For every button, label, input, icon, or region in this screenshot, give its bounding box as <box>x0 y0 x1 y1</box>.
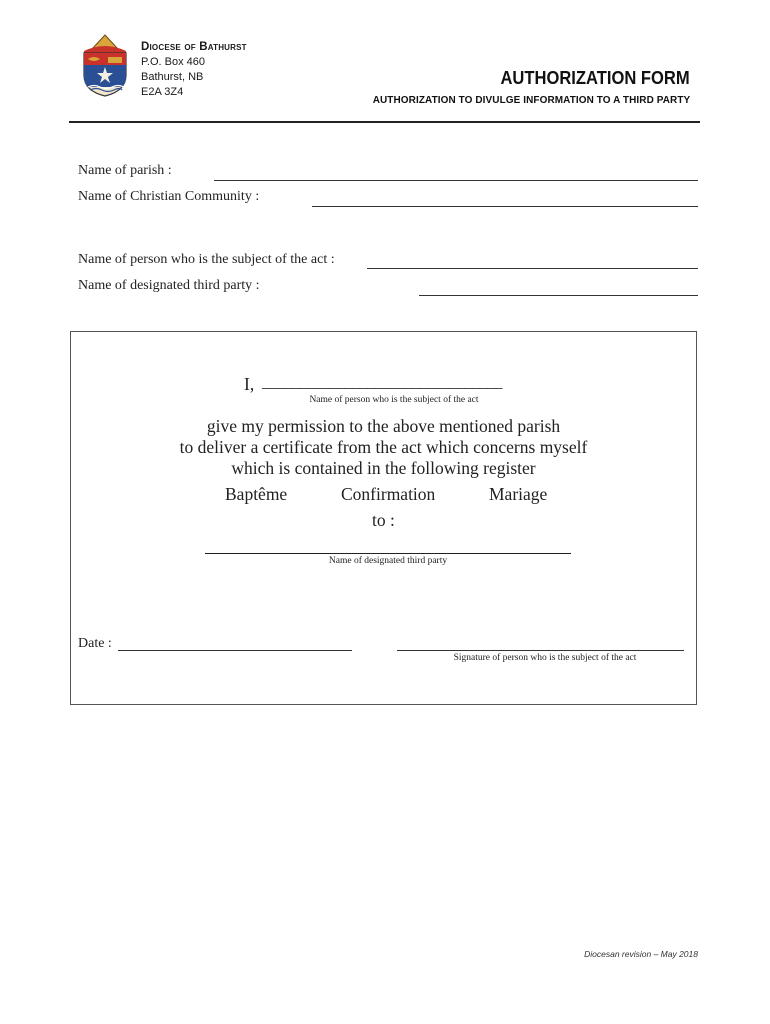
diocese-address-block <box>141 40 247 100</box>
parish-label: Name of parish : <box>78 163 172 178</box>
address-line-3: E2A 3Z4 <box>141 86 184 98</box>
subject-name-caption: Name of person who is the subject of the act <box>309 395 479 405</box>
third-party-caption: Name of designated third party <box>328 556 448 566</box>
third-party-label: Name of designated third party : <box>78 278 260 293</box>
register-option-confirmation[interactable]: Confirmation <box>341 484 436 504</box>
consent-line-2: to deliver a certificate from the act which concerns myself <box>179 437 588 457</box>
header-divider <box>69 121 700 123</box>
register-option-mariage[interactable]: Mariage <box>489 484 548 504</box>
community-label: Name of Christian Community : <box>78 189 260 204</box>
consent-line-1: give my permission to the above mentioned parish <box>206 416 561 436</box>
subject-person-label: Name of person who is the subject of the act : <box>78 252 335 267</box>
diocese-name: Diocese of Bathurst <box>141 41 247 53</box>
date-label: Date : <box>78 636 112 651</box>
revision-note: Diocesan revision – May 2018 <box>584 949 698 959</box>
address-line-2: Bathurst, NB <box>141 71 204 83</box>
consent-line-3: which is contained in the following register <box>231 458 536 478</box>
form-title: AUTHORIZATION FORM <box>500 68 690 88</box>
date-field[interactable] <box>118 650 352 651</box>
signature-caption: Signature of person who is the subject of the act <box>453 653 637 663</box>
parish-field[interactable] <box>214 180 698 181</box>
third-party-field[interactable] <box>419 295 698 296</box>
address-line-1: P.O. Box 460 <box>141 56 206 68</box>
community-field[interactable] <box>312 206 698 207</box>
diocese-crest-logo <box>80 33 130 97</box>
i-prefix: I, <box>244 374 255 394</box>
form-subtitle: AUTHORIZATION TO DIVULGE INFORMATION TO A THIRD PARTY <box>372 94 690 106</box>
register-option-bapteme[interactable]: Baptême <box>225 484 288 504</box>
designated-third-party-field[interactable] <box>205 553 571 554</box>
signature-field[interactable] <box>397 650 684 651</box>
to-label: to : <box>372 510 395 530</box>
subject-person-field[interactable] <box>367 268 698 269</box>
consent-name-blank[interactable]: ________________________________ <box>262 374 502 391</box>
